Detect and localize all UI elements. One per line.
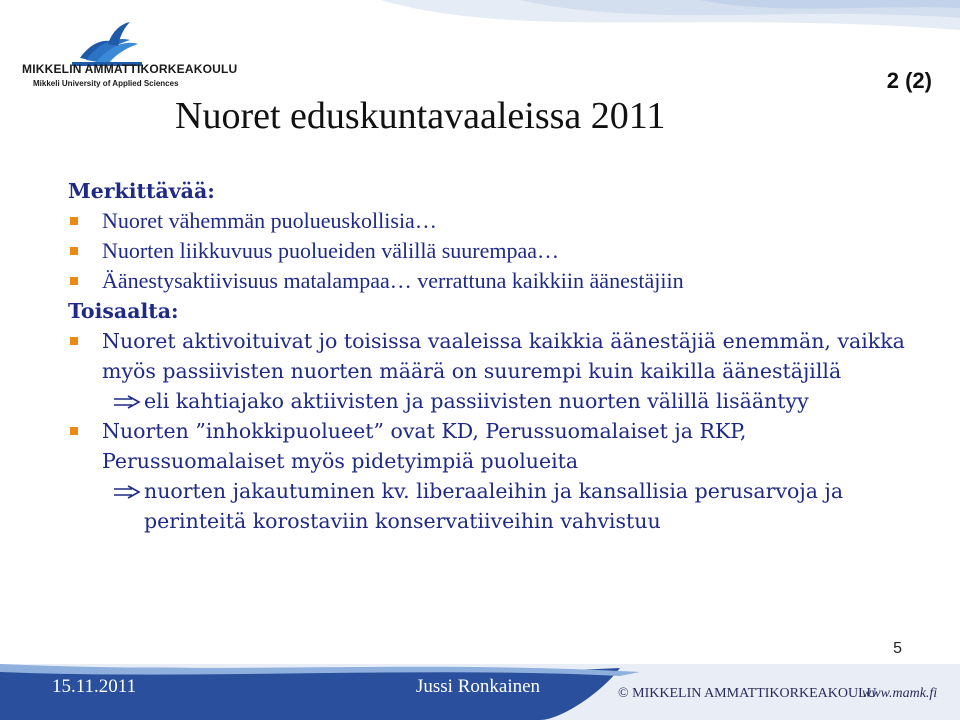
square-bullet-icon [70,277,78,285]
list-item: Nuorten ”inhokkipuolueet” ovat KD, Perussuomalaiset ja RKP, Perussuomalaiset myös pidetyimpiä puolueita [68,416,928,476]
footer [0,664,960,720]
list-item: Äänestysaktiivisuus matalampaa… verrattuna kaikkiin äänestäjiin [68,266,928,296]
square-bullet-icon [70,427,78,435]
sub-item: nuorten jakautuminen kv. liberaaleihin ja kansallisia perusarvoja ja perinteitä korostaviin konservatiiveihin vahvistuu [68,476,928,536]
footer-url: www.mamk.fi [862,686,938,701]
implies-arrow-icon [112,395,142,409]
list-item: Nuoret aktivoituivat jo toisissa vaaleissa kaikkia äänestäjiä enemmän, vaikka myös passiivisten nuorten määrä on suurempi kuin kaikilla äänestäjillä [68,326,928,386]
list-item: Nuoret vähemmän puolueuskollisia… [68,206,928,236]
footer-date: 15.11.2011 [52,676,137,697]
footer-author: Jussi Ronkainen [416,676,541,697]
logo-name: MIKKELIN AMMATTIKORKEAKOULU [22,62,238,76]
square-bullet-icon [70,247,78,255]
square-bullet-icon [70,217,78,225]
page-indicator: 2 (2) [886,68,932,93]
list-item: Nuorten liikkuvuus puolueiden välillä suurempaa… [68,236,928,266]
heading-merkittavaa: Merkittävää: [68,179,215,203]
sub-item: eli kahtiajako aktiivisten ja passiivisten nuorten välillä lisääntyy [68,386,928,416]
slide-title: Nuoret eduskuntavaaleissa 2011 [175,95,666,137]
slide-content [68,176,928,536]
heading-toisaalta: Toisaalta: [68,299,179,323]
implies-arrow-icon [112,485,142,499]
slide-number: 5 [893,640,902,657]
square-bullet-icon [70,337,78,345]
footer-copyright: © MIKKELIN AMMATTIKORKEAKOULU [618,686,877,701]
logo-subtitle: Mikkeli University of Applied Sciences [33,79,179,88]
